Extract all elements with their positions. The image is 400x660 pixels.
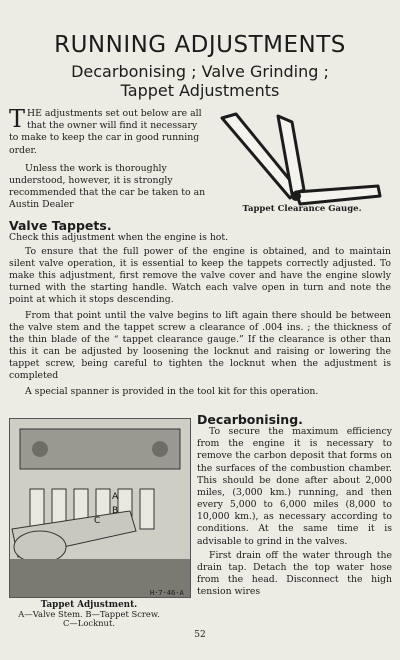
valve-tappets-paragraph-1: To ensure that the full power of the engine is obtained, and to maintain silent valve operation, it is essential to keep the tappets correctly adjusted. To make this adjustment, first remove the valve cover and have the engine slowly turned with the starting handle. Watch each valve open in turn and note the point at which it stops descending. (9, 246, 391, 305)
tappet-gauge-illustration (208, 108, 388, 218)
subtitle-line-1: Decarbonising ; Valve Grinding ; (71, 62, 329, 81)
page-subtitle (0, 62, 400, 100)
valve-tappets-paragraph-2: From that point until the valve begins to lift again there should be between the valve stem and the tappet screw a clearance of .004 ins. ; the thickness of the thin blade of the “ tappet clearance gauge.” If the clearance is other than this it can be adjusted by loosening the locknut and raising or lowering the tappet screw, being careful to tighten the locknut when the adjustment is completed (9, 310, 391, 381)
intro-paragraph-1 (9, 105, 207, 157)
figure-code: H·7·46·A (150, 589, 184, 597)
hand (14, 531, 66, 563)
intro-paragraph-1-text: HE adjustments set out below are all that the owner will find it necessary to make to keep the car in good running order. (9, 108, 202, 156)
tappet-adjustment-illustration (9, 418, 191, 598)
label-c: C (94, 516, 101, 526)
engine-caption (9, 600, 169, 628)
label-a: A (112, 492, 119, 502)
valve-tappets-check-line: Check this adjustment when the engine is hot. (9, 232, 229, 243)
page-title: RUNNING ADJUSTMENTS (54, 32, 346, 58)
gauge-blade-right (296, 186, 380, 204)
gauge-pivot (291, 191, 301, 201)
valve-tappets-heading: Valve Tappets. (9, 218, 112, 233)
page-number: 52 (194, 630, 206, 640)
engine-legend-1: A—Valve Stem. B—Tappet Screw. (18, 609, 160, 619)
label-b: B (112, 506, 119, 516)
decarbonising-section (197, 414, 392, 600)
gauge-caption: Tappet Clearance Gauge. (242, 204, 362, 214)
intro-paragraph-2: Unless the work is thoroughly understood, however, it is strongly recommended that the car be taken to an Austin Dealer (9, 162, 206, 211)
subtitle-line-2: Tappet Adjustments (120, 81, 280, 100)
valve-tappets-paragraph-3: A special spanner is provided in the tool kit for this operation. (25, 386, 319, 397)
drop-cap: T (9, 105, 26, 133)
intro-text (9, 105, 207, 218)
engine-legend-2: C—Locknut. (63, 618, 115, 628)
engine-caption-title: Tappet Adjustment. (40, 600, 138, 610)
decarbonising-paragraph-2: First drain off the water through the drain tap. Detach the top water hose from the head. Disconnect the high tension wires (197, 549, 392, 598)
decarbonising-heading: Decarbonising. (197, 412, 303, 427)
valve-tappets-section (9, 220, 391, 402)
decarbonising-paragraph-1: To secure the maximum efficiency from the engine it is necessary to remove the carbon deposit that forms on the surfaces of the combustion chamber. This should be done after about 2,000 miles, (3,000 km.) running, and then every 5,000 to 6,000 miles (8,000 to 10,000 km.), as necessary according to conditions. At the same time it is advisable to grind in the valves. (197, 426, 392, 547)
